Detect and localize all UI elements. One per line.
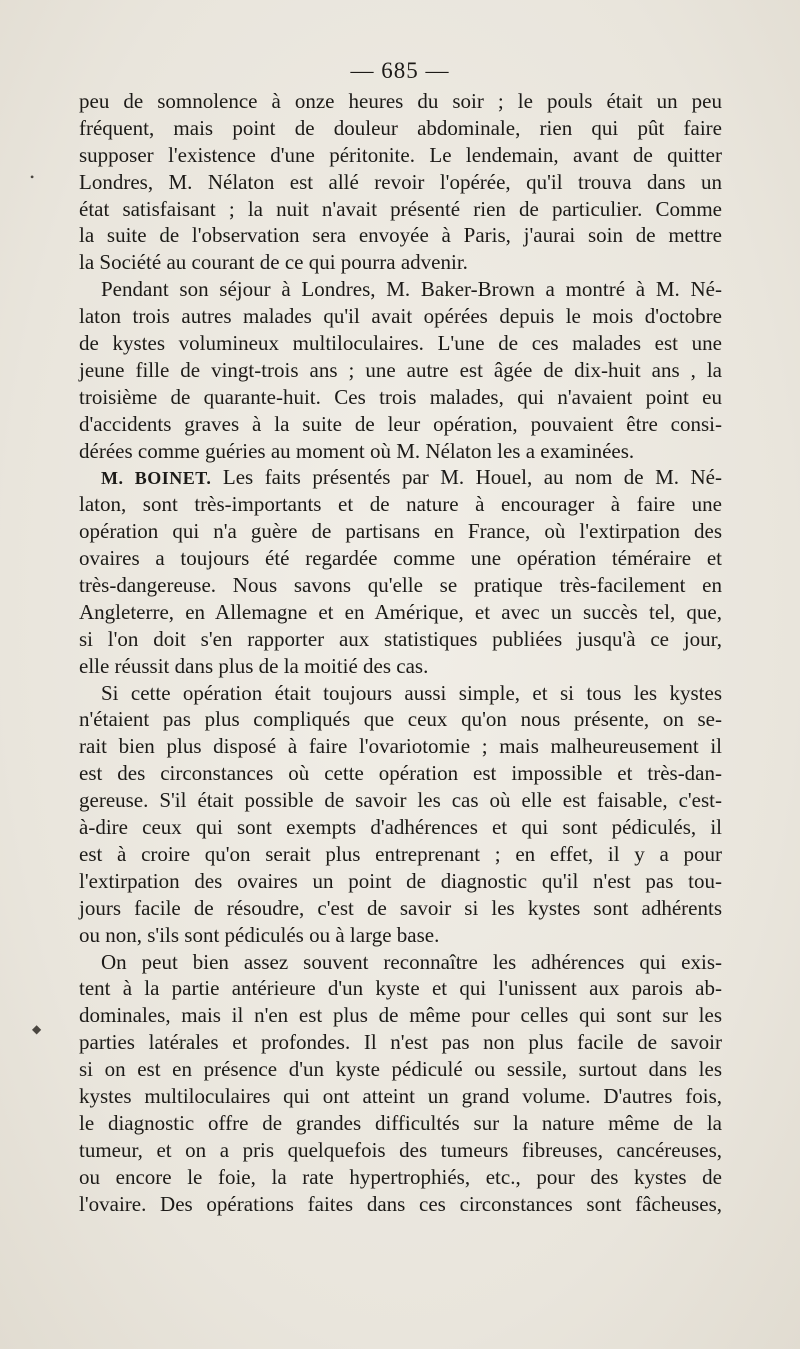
text-line: fréquent, mais point de douleur abdominale, rien qui pût faire	[79, 115, 722, 140]
text-line: si on est en présence d'un kyste pédiculé ou sessile, surtout dans les	[79, 1057, 722, 1082]
text-line	[79, 464, 722, 491]
text-line: gereuse. S'il était possible de savoir les cas où elle est faisable, c'est-	[79, 788, 722, 813]
text-line: dominales, mais il n'en est plus de même pour celles qui sont sur les	[79, 1003, 722, 1028]
text-line: l'ovaire. Des opérations faites dans ces circonstances sont fâcheuses,	[79, 1191, 722, 1216]
text-line: ovaires a toujours été regardée comme une opération téméraire et	[79, 546, 722, 571]
body-text	[79, 88, 722, 1217]
text-line: elle réussit dans plus de la moitié des cas.	[79, 653, 429, 678]
text-line: peu de somnolence à onze heures du soir ; le pouls était un peu	[79, 89, 722, 113]
text-line: kystes multiloculaires qui ont atteint un grand volume. D'autres fois,	[79, 1083, 722, 1108]
text-line: Si cette opération était toujours aussi simple, et si tous les kystes	[101, 680, 722, 705]
text-line: opération qui n'a guère de partisans en France, où l'extirpation des	[79, 519, 722, 544]
text-line: d'accidents graves à la suite de leur opération, pouvaient être consi-	[79, 411, 722, 436]
text-line: On peut bien assez souvent reconnaître les adhérences qui exis-	[101, 949, 722, 974]
text-line: si l'on doit s'en rapporter aux statistiques publiées jusqu'à ce jour,	[79, 626, 722, 651]
text-line: tumeur, et on a pris quelquefois des tumeurs fibreuses, cancéreuses,	[79, 1137, 722, 1162]
text-line: ou non, s'ils sont pédiculés ou à large base.	[79, 922, 440, 947]
text-line: à-dire ceux qui sont exempts d'adhérences et qui sont pédiculés, il	[79, 815, 722, 840]
text-line: Londres, M. Nélaton est allé revoir l'opérée, qu'il trouva dans un	[79, 169, 722, 194]
text-line: est des circonstances où cette opération est impossible et très-dan-	[79, 761, 722, 786]
text-line: la suite de l'observation sera envoyée à Paris, j'aurai soin de mettre	[79, 223, 722, 248]
text-line: rait bien plus disposé à faire l'ovariotomie ; mais malheureusement il	[79, 734, 722, 759]
text-line: de kystes volumineux multiloculaires. L'une de ces malades est une	[79, 331, 722, 356]
ink-speck: ◆	[32, 1022, 42, 1036]
text-line: jeune fille de vingt-trois ans ; une autre est âgée de dix-huit ans , la	[79, 357, 722, 382]
text-line: état satisfaisant ; la nuit n'avait présenté rien de particulier. Comme	[79, 196, 722, 221]
speaker-name: M. BOINET.	[101, 468, 212, 489]
page-number: — 685 —	[350, 58, 450, 83]
text-line: très-dangereuse. Nous savons qu'elle se pratique très-facilement en	[79, 573, 722, 598]
text-line: le diagnostic offre de grandes difficultés sur la nature même de la	[79, 1110, 722, 1135]
text-line: Angleterre, en Allemagne et en Amérique, et avec un succès tel, que,	[79, 599, 722, 624]
text-line: supposer l'existence d'une péritonite. Le lendemain, avant de quitter	[79, 142, 722, 167]
text-line: l'extirpation des ovaires un point de diagnostic qu'il n'est pas tou-	[79, 868, 722, 893]
speaker-text: Les faits présentés par M. Houel, au nom de M. Né-	[211, 465, 722, 490]
text-line: jours facile de résoudre, c'est de savoir si les kystes sont adhérents	[79, 895, 722, 920]
text-line: n'étaient pas plus compliqués que ceux qu'on nous présente, on se-	[79, 707, 722, 732]
text-line: tent à la partie antérieure d'un kyste et qui l'unissent aux parois ab-	[79, 976, 722, 1001]
ink-speck: •	[30, 170, 35, 184]
text-line: troisième de quarante-huit. Ces trois malades, qui n'avaient point eu	[79, 384, 722, 409]
text-line: laton trois autres malades qu'il avait opérées depuis le mois d'octobre	[79, 304, 722, 329]
text-line: est à croire qu'on serait plus entreprenant ; en effet, il y a pour	[79, 841, 722, 866]
text-line: ou encore le foie, la rate hypertrophiés, etc., pour des kystes de	[79, 1164, 722, 1189]
text-line: Pendant son séjour à Londres, M. Baker-Brown a montré à M. Né-	[101, 277, 722, 302]
text-line: dérées comme guéries au moment où M. Nélaton les a examinées.	[79, 438, 635, 463]
text-line: laton, sont très-importants et de nature à encourager à faire une	[79, 492, 722, 517]
text-line: la Société au courant de ce qui pourra advenir.	[79, 250, 468, 275]
text-line: parties latérales et profondes. Il n'est pas non plus facile de savoir	[79, 1030, 722, 1055]
